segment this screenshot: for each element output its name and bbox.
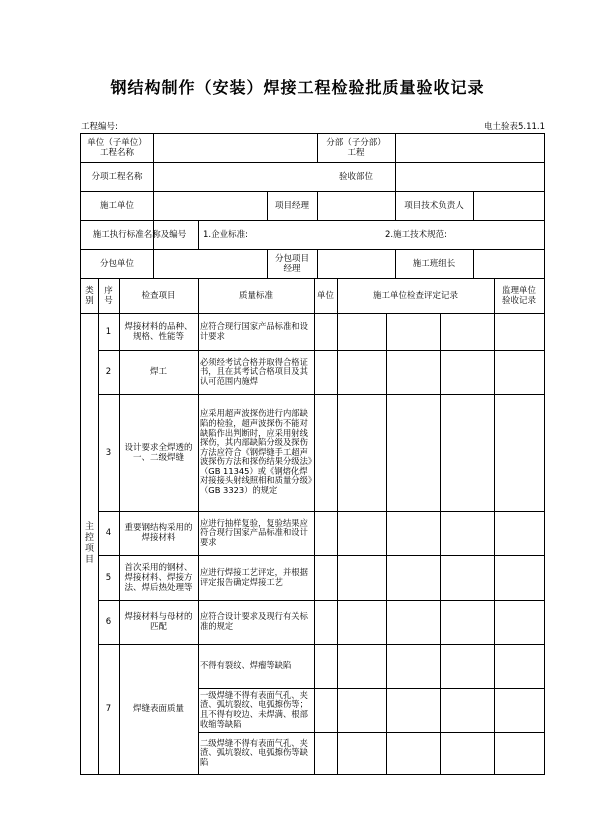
row-seq: 1 — [105, 326, 112, 337]
column-standard: 质量标准 — [238, 290, 273, 301]
column-self-check: 施工单位检查评定记录 — [372, 290, 458, 301]
enterprise-standard-label: 1.企业标准: — [203, 229, 248, 240]
row-standard: 应进行抽样复验，复验结果应符合现行国家产品标准和设计要求 — [200, 517, 308, 547]
column-seq: 序 号 — [104, 285, 113, 306]
row-standard: 不得有裂纹、焊瘤等缺陷 — [200, 660, 292, 671]
column-item: 检查项目 — [141, 290, 176, 301]
row-standard: 应采用超声波探伤进行内部缺陷的检验，超声波探伤不能对缺陷作出判断时，应采用射线探伤，其内部缺陷分级及探伤方法应符合《钢焊缝手工超声波探伤方法和探伤结果分级法》（GB 11345）或《钢熔化焊对接接头射线照相和质量分级》（GB 3323）的规定 — [200, 408, 313, 496]
acceptance-part-label: 验收部位 — [338, 171, 373, 182]
division-project-label: 分部（子分部） 工程 — [326, 138, 386, 158]
row-standard: 必须经考试合格并取得合格证书，且在其考试合格项目及其认可范围内施焊 — [200, 356, 308, 386]
row-item: 设计要求全焊透的一、二级焊缝 — [124, 442, 193, 463]
page-title: 钢结构制作（安装）焊接工程检验批质量验收记录 — [110, 78, 485, 97]
construction-unit-label: 施工单位 — [99, 200, 134, 211]
column-supervisor: 监理单位 验收记录 — [501, 285, 536, 306]
acceptance-record-table — [80, 133, 545, 775]
project-number-label: 工程编号: — [81, 122, 118, 132]
row-standard: 应符合现行国家产品标准和设计要求 — [200, 320, 308, 341]
row-seq: 6 — [105, 617, 112, 627]
column-category: 类 别 — [85, 285, 94, 306]
row-seq: 4 — [105, 528, 112, 538]
subcontract-manager-label: 分包项目 经理 — [274, 253, 309, 274]
row-standard: 应符合设计要求及现行有关标准的规定 — [200, 611, 308, 631]
row-standard: 应进行焊接工艺评定，并根据评定报告确定焊接工艺 — [200, 566, 308, 587]
row-item: 焊工 — [149, 367, 167, 377]
row-item: 焊接材料与母材的匹配 — [124, 612, 193, 632]
category-main-control: 主 控 项 目 — [84, 521, 94, 565]
row-standard: 二级焊缝不得有表面气孔、夹渣、弧坑裂纹、电弧擦伤等缺陷 — [200, 737, 308, 767]
row-standard: 一级焊缝不得有表面气孔、夹渣、弧坑裂纹、电弧擦伤等；且不得有咬边、未焊满、根部收缩等缺陷 — [200, 689, 308, 729]
unit-project-name-label: 单位（子单位） 工程名称 — [87, 138, 147, 158]
row-seq: 5 — [105, 572, 112, 583]
tech-spec-label: 2.施工技术规范: — [385, 229, 447, 240]
subcontract-unit-label: 分包单位 — [99, 258, 134, 269]
form-number: 电土验表5.11.1 — [483, 122, 545, 132]
row-item: 焊接材料的品种、规格、性能等 — [124, 321, 193, 342]
tech-lead-label: 项目技术负责人 — [404, 200, 464, 211]
row-seq: 7 — [105, 704, 112, 714]
row-seq: 2 — [105, 367, 112, 377]
team-leader-label: 施工班组长 — [412, 258, 456, 269]
column-unit: 单位 — [316, 290, 334, 301]
row-item: 首次采用的钢材、焊接材料、焊接方法、焊后热处理等 — [124, 562, 193, 593]
row-seq: 3 — [105, 447, 112, 458]
row-item: 重要钢结构采用的焊接材料 — [124, 523, 193, 543]
subitem-project-name-label: 分项工程名称 — [91, 171, 143, 182]
row-item: 焊缝表面质量 — [132, 704, 184, 714]
project-manager-label: 项目经理 — [274, 200, 309, 211]
standard-name-label: 施工执行标准名称及编号 — [92, 229, 187, 240]
